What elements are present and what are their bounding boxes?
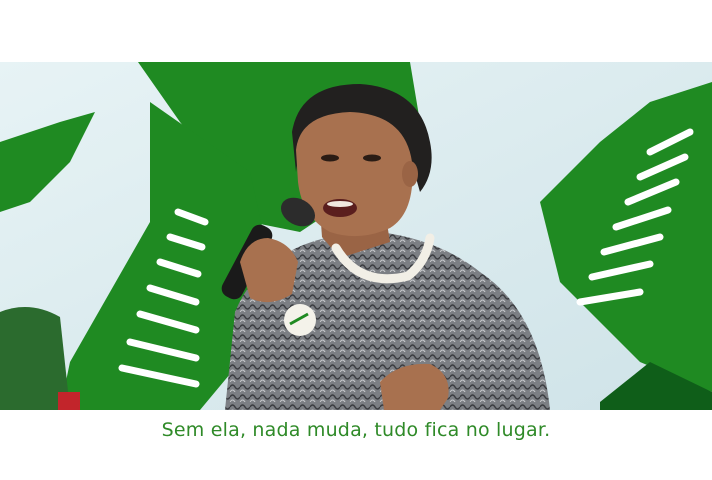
- background-flag: [58, 392, 80, 410]
- video-scene: [0, 62, 712, 410]
- video-subtitle: Sem ela, nada muda, tudo fica no lugar.: [161, 419, 551, 441]
- scene-illustration: [0, 62, 712, 410]
